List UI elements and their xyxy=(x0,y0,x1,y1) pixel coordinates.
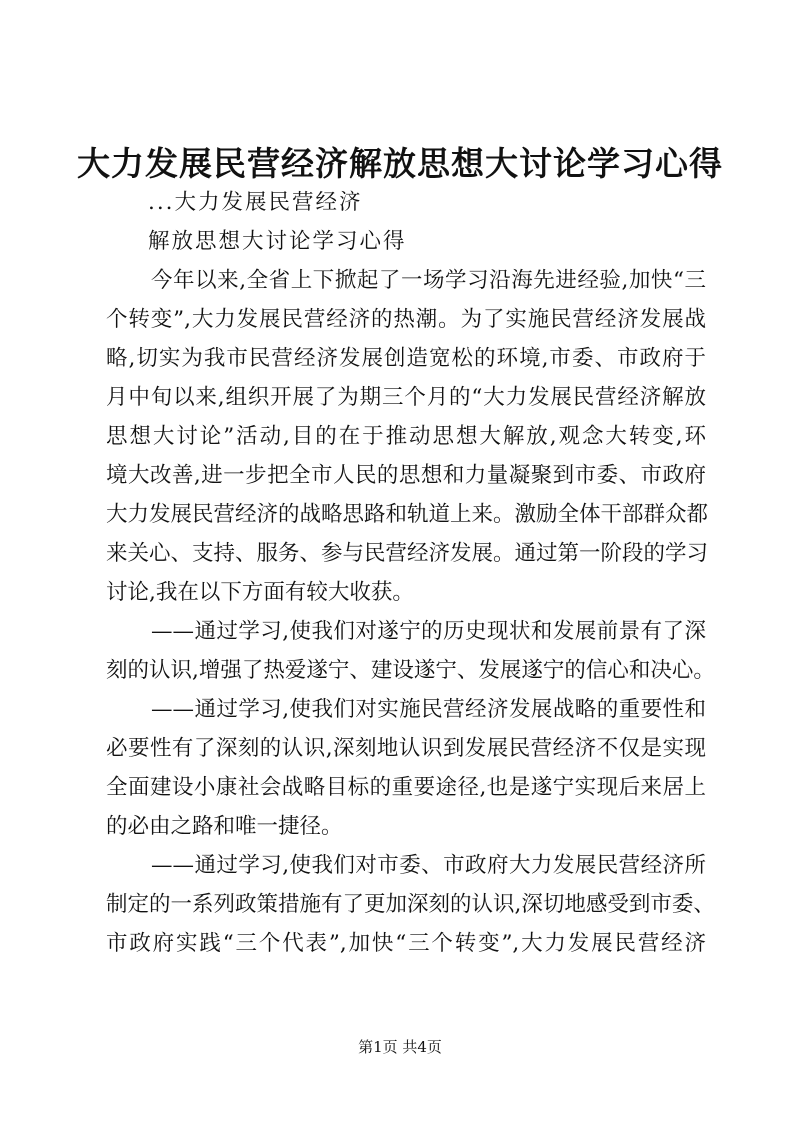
paragraph-line: 境大改善,进一步把全市人民的思想和力量凝聚到市委、市政府 xyxy=(106,463,706,488)
paragraph-line: 思想大讨论”活动,目的在于推动思想大解放,观念大转变,环 xyxy=(106,424,706,449)
paragraph-line: 市政府实践“三个代表”,加快“三个转变”,大力发展民营经济 xyxy=(106,931,706,956)
paragraph-line: 刻的认识,增强了热爱遂宁、建设遂宁、发展遂宁的信心和决心。 xyxy=(106,658,715,683)
paragraph-line: 必要性有了深刻的认识,深刻地认识到发展民营经济不仅是实现 xyxy=(106,736,706,761)
paragraph-line: 来关心、支持、服务、参与民营经济发展。通过第一阶段的学习 xyxy=(106,541,709,566)
paragraph-line: ——通过学习,使我们对遂宁的历史现状和发展前景有了深 xyxy=(151,619,706,644)
subtitle-line: ...大力发展民营经济 xyxy=(148,190,363,215)
paragraph-line: 今年以来,全省上下掀起了一场学习沿海先进经验,加快“三 xyxy=(151,268,706,293)
paragraph-line: 大力发展民营经济的战略思路和轨道上来。激励全体干部群众都 xyxy=(106,502,709,527)
paragraph-line: 月中旬以来,组织开展了为期三个月的“大力发展民营经济解放 xyxy=(106,385,706,410)
paragraph-line: ——通过学习,使我们对实施民营经济发展战略的重要性和 xyxy=(151,697,706,722)
paragraph-line: 的必由之路和唯一捷径。 xyxy=(106,814,343,839)
paragraph-line: ——通过学习,使我们对市委、市政府大力发展民营经济所 xyxy=(151,853,706,878)
subtitle-line: 解放思想大讨论学习心得 xyxy=(148,229,407,254)
paragraph-line: 讨论,我在以下方面有较大收获。 xyxy=(106,580,414,605)
page-footer: 第1页 共4页 xyxy=(358,1038,442,1056)
paragraph-line: 略,切实为我市民营经济发展创造宽松的环境,市委、市政府于 xyxy=(106,346,706,371)
paragraph-line: 制定的一系列政策措施有了更加深刻的认识,深切地感受到市委、 xyxy=(106,892,715,917)
document-title: 大力发展民营经济解放思想大讨论学习心得 xyxy=(77,144,723,183)
paragraph-line: 全面建设小康社会战略目标的重要途径,也是遂宁实现后来居上 xyxy=(106,775,706,800)
document-body xyxy=(106,183,715,963)
paragraph-line: 个转变”,大力发展民营经济的热潮。为了实施民营经济发展战 xyxy=(106,307,706,332)
